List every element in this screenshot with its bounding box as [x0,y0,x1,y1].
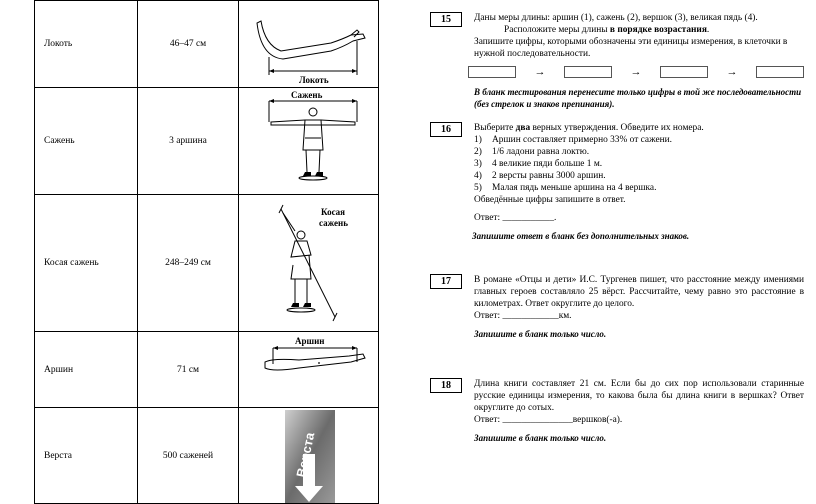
arrow-right-icon: → [630,66,642,78]
task-number: 15 [430,12,462,27]
answer-cell[interactable] [564,66,612,78]
answer-line[interactable]: Ответ: _______________вершков(-а). [474,415,623,425]
answer-cell[interactable] [756,66,804,78]
measure-figure [239,408,379,504]
task-text: Обведённые цифры запишите в ответ. [474,195,626,205]
task-note: Запишите ответ в бланк без дополнительных знаков. [472,231,690,241]
measure-name: Сажень [35,88,138,195]
measure-figure [239,332,379,408]
table-row [35,1,379,88]
task-number: 18 [430,378,462,393]
task-text: Расположите меры длины в порядке возрастания. [504,25,710,35]
measure-name: Локоть [35,1,138,88]
figure-label: сажень [319,218,348,228]
measure-figure [239,88,379,195]
list-item[interactable]: 5) Малая пядь меньше аршина на 4 вершка. [474,183,657,193]
figure-label: Верста [293,431,318,479]
answer-cell[interactable] [660,66,708,78]
figure-label: Локоть [299,75,329,85]
options-list [474,134,804,194]
task-text: Длина книги составляет 21 см. Если бы до сих пор использовали старинные русские единицы измерения, то какова была бы длина книги в вершках? Ответ округлите до сотых. [474,379,804,413]
task-note: Запишите в бланк только число. [474,433,607,443]
task-number: 16 [430,122,462,137]
answer-sequence [468,66,804,78]
measure-value: 500 саженей [138,408,239,504]
arm-length-figure [239,332,379,408]
answer-line[interactable]: Ответ: ___________. [474,213,557,223]
figure-label: Аршин [295,336,325,346]
list-item[interactable]: 1) Аршин составляет примерно 33% от сажени. [474,135,672,145]
figure-label: Косая [321,207,346,217]
measure-figure [239,1,379,88]
measure-value: 3 аршина [138,88,239,195]
measure-name: Аршин [35,332,138,408]
forearm-measure-figure [239,1,379,88]
task-text: Даны меры длины: аршин (1), сажень (2), вершок (3), великая пядь (4). [474,13,758,23]
table-row [35,332,379,408]
measure-name: Косая сажень [35,195,138,332]
task-note: Запишите в бланк только число. [474,329,607,339]
task-note: В бланк тестирования перенесите только цифры в той же последовательности (без стрелок и знаков препинания). [474,87,802,109]
list-item[interactable]: 4) 2 версты равны 3000 аршин. [474,171,606,181]
table-row [35,408,379,504]
verst-road-sign [239,408,379,504]
task-text: Выберите два верных утверждения. Обведите их номера. [474,123,704,133]
list-item[interactable]: 2) 1/6 ладони равна локтю. [474,147,590,157]
task-text: В романе «Отцы и дети» И.С. Тургенев пишет, что расстояние между имениями главных героев составляло 25 вёрст. Рассчитайте, чему равно это расстояние в километрах. Ответ округлите до целого. [474,275,804,309]
list-item[interactable]: 3) 4 великие пяди больше 1 м. [474,159,603,169]
measure-value: 248–249 см [138,195,239,332]
task-number: 17 [430,274,462,289]
arrow-right-icon: → [726,66,738,78]
answer-line[interactable]: Ответ: ____________км. [474,311,572,321]
measure-figure [239,195,379,332]
measures-table [34,0,379,504]
measure-value: 46–47 см [138,1,239,88]
figure-label: Сажень [291,90,323,100]
table-row [35,88,379,195]
measure-value: 71 см [138,332,239,408]
outstretched-arms-figure [239,88,379,195]
arrow-right-icon: → [534,66,546,78]
diagonal-reach-figure [239,195,379,332]
measure-name: Верста [35,408,138,504]
task-text: Запишите цифры, которыми обозначены эти единицы измерения, в клеточки в нужной последовательности. [474,37,788,59]
answer-cell[interactable] [468,66,516,78]
table-row [35,195,379,332]
